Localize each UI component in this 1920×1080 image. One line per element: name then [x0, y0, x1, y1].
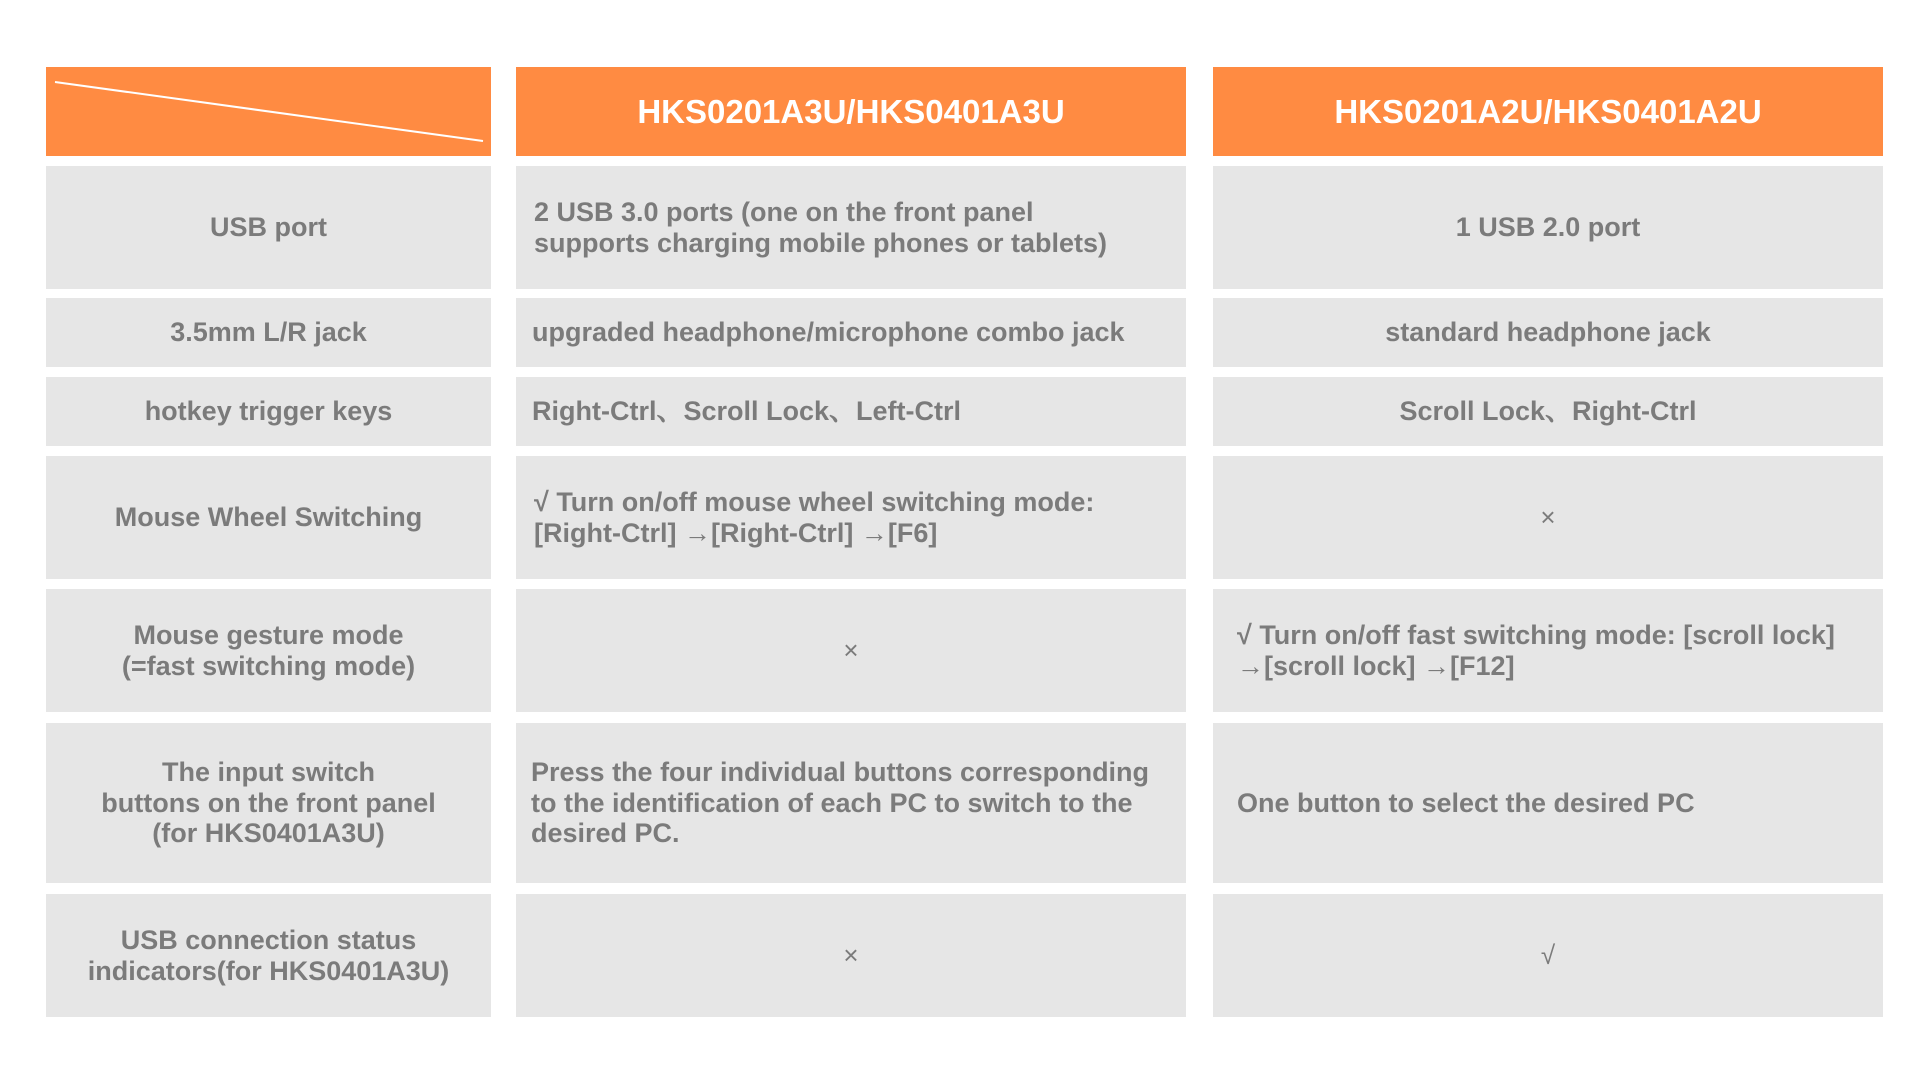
- diagonal-divider: [46, 67, 491, 156]
- cell-text: upgraded headphone/microphone combo jack: [532, 317, 1125, 348]
- table-cell: [1213, 589, 1883, 712]
- cross-mark: ×: [843, 634, 859, 665]
- table-cell: [516, 456, 1186, 579]
- cell-text: √ Turn on/off fast switching mode: [scroll lock] →[scroll lock] →[F12]: [1237, 620, 1835, 681]
- table-cell: [516, 589, 1186, 712]
- row-label-text: Mouse gesture mode (=fast switching mode): [121, 620, 416, 681]
- column-header-product-a: [516, 67, 1186, 156]
- cell-text: standard headphone jack: [1385, 317, 1711, 348]
- table-cell: [1213, 894, 1883, 1017]
- column-header-product-a-label: HKS0201A3U/HKS0401A3U: [637, 92, 1065, 130]
- table-cell: [1213, 298, 1883, 367]
- check-mark: √: [1540, 939, 1556, 970]
- cell-text: Scroll Lock、Right-Ctrl: [1399, 396, 1697, 427]
- table-cell: [516, 377, 1186, 446]
- row-label-text: The input switch buttons on the front panel (for HKS0401A3U): [101, 757, 436, 849]
- row-label-input-switch: [46, 723, 491, 883]
- row-label-mouse-wheel: [46, 456, 491, 579]
- table-cell: [1213, 377, 1883, 446]
- cell-text: Right-Ctrl、Scroll Lock、Left-Ctrl: [532, 396, 961, 427]
- table-cell: [516, 166, 1186, 289]
- table-cell: [1213, 166, 1883, 289]
- cross-mark: ×: [1540, 501, 1556, 532]
- row-label-text: USB connection status indicators(for HKS0401A3U): [87, 925, 450, 986]
- column-header-product-b: [1213, 67, 1883, 156]
- row-label-usb-port: [46, 166, 491, 289]
- row-label-hotkey: [46, 377, 491, 446]
- table-cell: [516, 298, 1186, 367]
- column-header-product-b-label: HKS0201A2U/HKS0401A2U: [1334, 92, 1762, 130]
- row-label-text: Mouse Wheel Switching: [114, 502, 423, 533]
- cell-text: Press the four individual buttons corresponding to the identification of each PC to switch to the desired PC.: [531, 757, 1150, 849]
- row-label-mouse-gesture: [46, 589, 491, 712]
- row-label-jack: [46, 298, 491, 367]
- row-label-text: 3.5mm L/R jack: [170, 317, 367, 348]
- table-cell: [1213, 723, 1883, 883]
- cell-text: 1 USB 2.0 port: [1455, 212, 1641, 243]
- table-cell: [516, 894, 1186, 1017]
- cell-text: One button to select the desired PC: [1237, 787, 1695, 818]
- cell-text: 2 USB 3.0 ports (one on the front panel supports charging mobile phones or tablets): [534, 197, 1108, 258]
- row-label-usb-status: [46, 894, 491, 1017]
- table-cell: [1213, 456, 1883, 579]
- cell-text: √ Turn on/off mouse wheel switching mode: [Right-Ctrl] →[Right-Ctrl] →[F6]: [534, 487, 1095, 548]
- row-label-text: USB port: [210, 212, 327, 243]
- row-label-text: hotkey trigger keys: [144, 396, 393, 427]
- corner-header-cell: [46, 67, 491, 156]
- table-cell: [516, 723, 1186, 883]
- cross-mark: ×: [843, 939, 859, 970]
